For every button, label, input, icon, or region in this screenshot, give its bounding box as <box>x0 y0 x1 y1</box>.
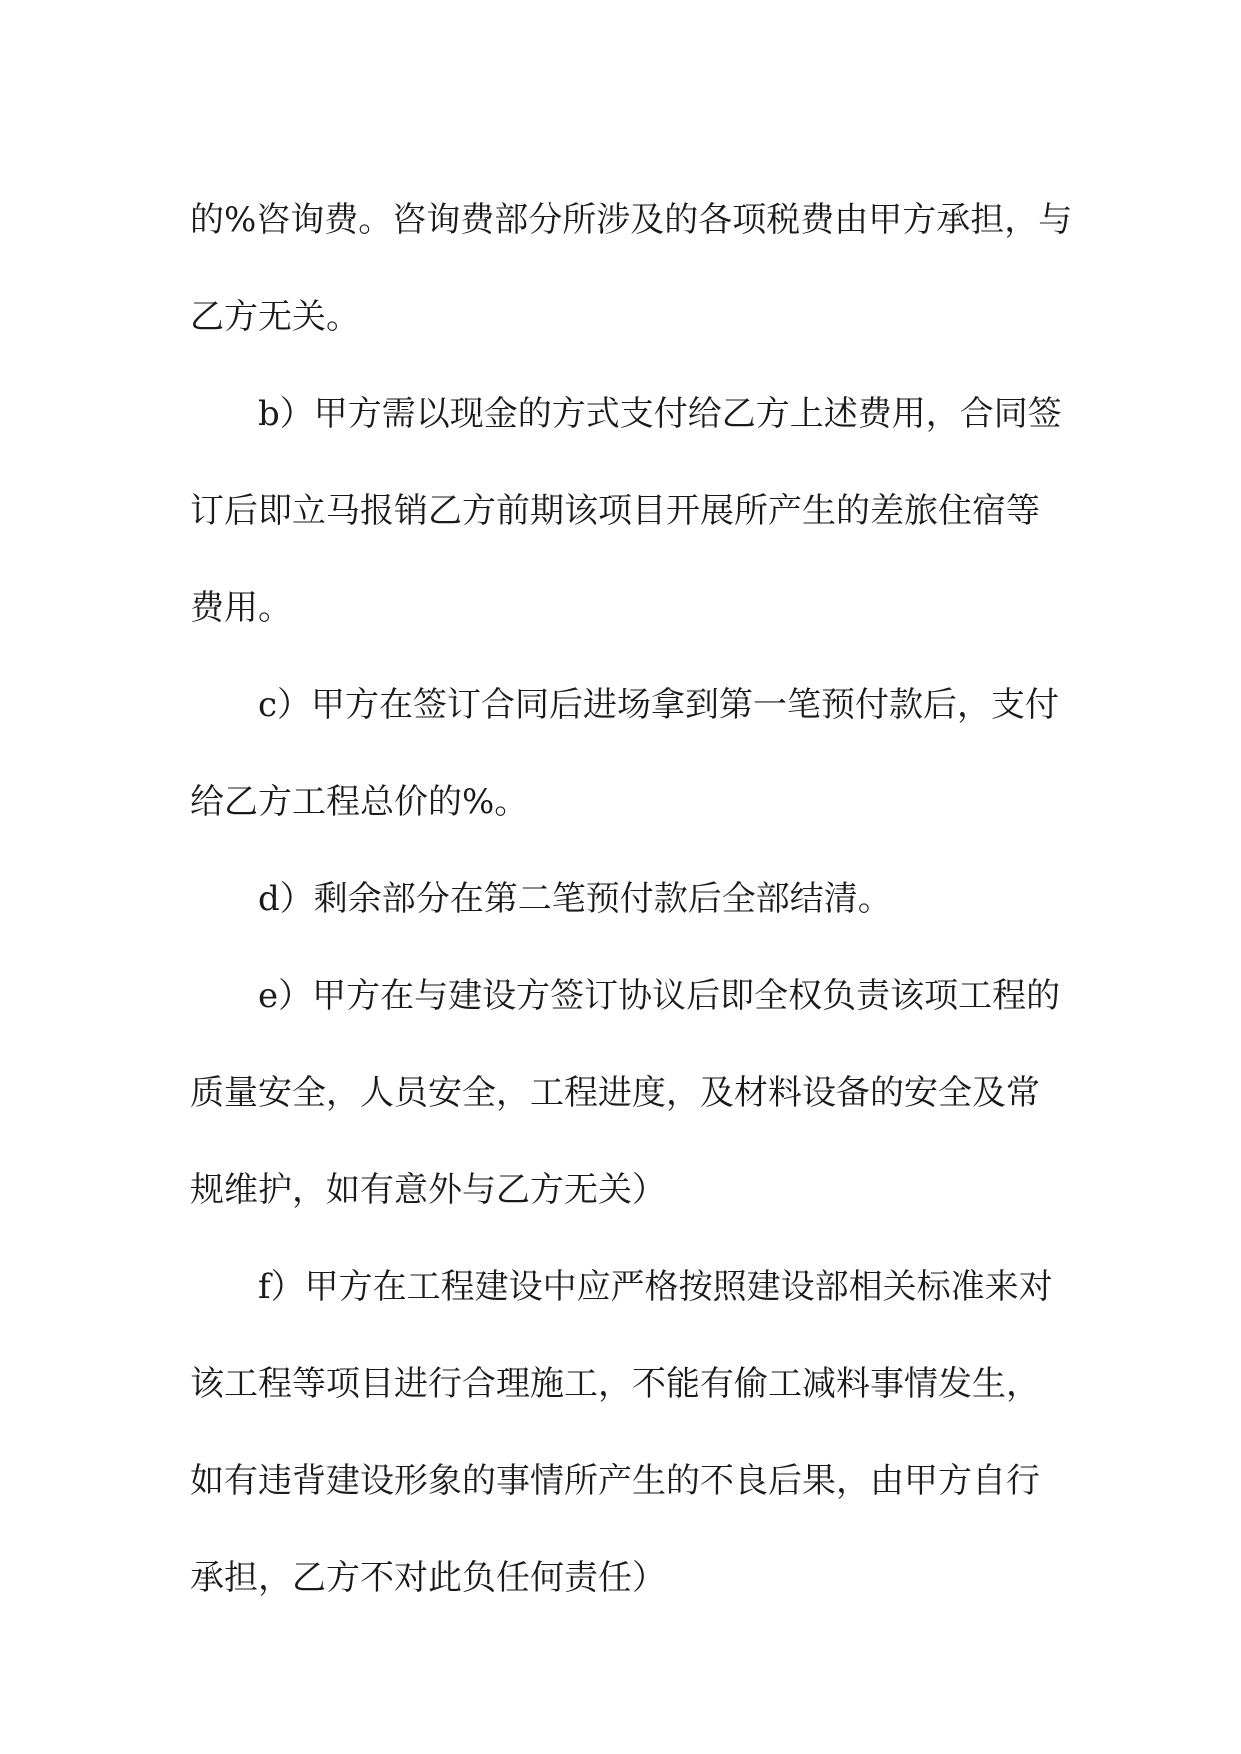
text-line: 乙方无关。 <box>190 297 360 337</box>
text-line-item-c: c）甲方在签订合同后进场拿到第一笔预付款后，支付 <box>258 685 1060 725</box>
text-line: 承担，乙方不对此负任何责任） <box>190 1558 666 1598</box>
text-line: 该工程等项目进行合理施工，不能有偷工减料事情发生， <box>190 1364 1040 1404</box>
text-line: 质量安全，人员安全，工程进度，及材料设备的安全及常 <box>190 1073 1040 1113</box>
text-line-item-f: f）甲方在工程建设中应严格按照建设部相关标准来对 <box>258 1267 1053 1307</box>
text-line: 费用。 <box>190 588 292 628</box>
text-line-item-d: d）剩余部分在第二笔预付款后全部结清。 <box>258 879 892 919</box>
text-line-item-e: e）甲方在与建设方签订协议后即全权负责该项工程的 <box>258 976 1061 1016</box>
text-line: 规维护，如有意外与乙方无关） <box>190 1170 666 1210</box>
text-line: 如有违背建设形象的事情所产生的不良后果，由甲方自行 <box>190 1461 1040 1501</box>
text-line: 的%咨询费。咨询费部分所涉及的各项税费由甲方承担，与 <box>190 200 1073 240</box>
text-line: 给乙方工程总价的%。 <box>190 782 529 822</box>
text-line: 订后即立马报销乙方前期该项目开展所产生的差旅住宿等 <box>190 491 1040 531</box>
text-line-item-b: b）甲方需以现金的方式支付给乙方上述费用，合同签 <box>258 394 1062 434</box>
document-body <box>190 172 1073 1627</box>
